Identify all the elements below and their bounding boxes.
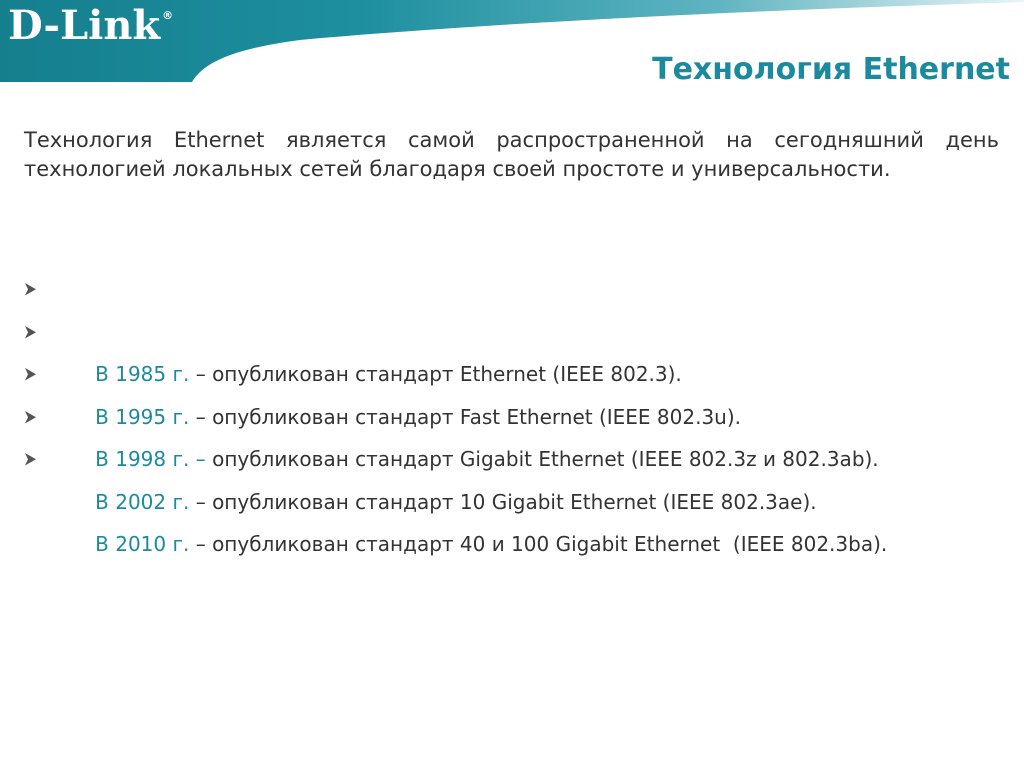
milestone-text: – опубликован стандарт 40 и 100 Gigabit Ethernet (IEEE 802.3ba).	[189, 532, 888, 556]
milestone-text: – опубликован стандарт 10 Gigabit Ethernet (IEEE 802.3ae).	[189, 489, 817, 514]
milestone-year: В 1985 г.	[95, 362, 190, 386]
milestone-text: опубликован стандарт Gigabit Ethernet (IEEE 802.3z и 802.3ab).	[205, 447, 879, 471]
milestone-year: В 1998 г. –	[95, 447, 206, 471]
d-link-logo	[8, 2, 174, 49]
registered-mark: ®	[162, 9, 174, 22]
arrow-bullet-icon	[22, 438, 42, 481]
logo-text: D-Link	[8, 2, 161, 49]
milestone-list	[22, 268, 1012, 556]
list-item	[22, 268, 1012, 386]
arrow-bullet-icon	[22, 268, 42, 311]
milestone-year: В 1995 г.	[95, 404, 190, 429]
page-title: Технология Ethernet	[652, 52, 1010, 87]
milestone-text: – опубликован стандарт Ethernet (IEEE 802.3).	[189, 362, 682, 386]
milestone-year: В 2002 г.	[95, 489, 190, 514]
arrow-bullet-icon	[22, 353, 42, 396]
milestone-text: – опубликован стандарт Fast Ethernet (IEEE 802.3u).	[189, 404, 742, 429]
arrow-bullet-icon	[22, 396, 42, 439]
milestone-year: В 2010 г.	[95, 532, 190, 556]
arrow-bullet-icon	[22, 311, 42, 354]
intro-paragraph: Технология Ethernet является самой распространенной на сегодняшний день технологией локальных сетей благодаря своей простоте и универсальности.	[24, 128, 999, 181]
